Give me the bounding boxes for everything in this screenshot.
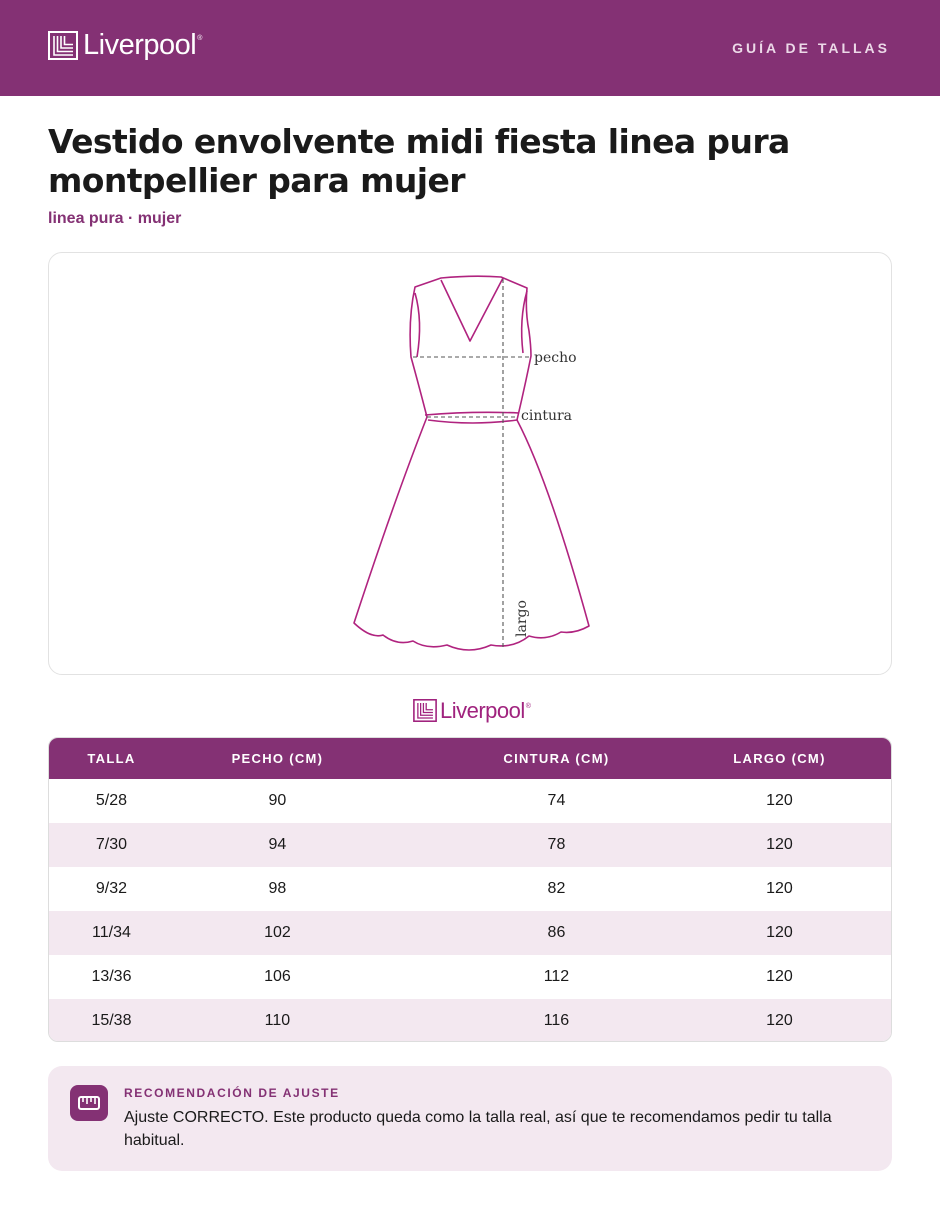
cell-pecho: 106	[264, 968, 291, 985]
cell-largo: 120	[766, 880, 793, 897]
brand-wordmark: Liverpool	[83, 29, 197, 61]
header-largo: LARGO (CM)	[733, 751, 826, 766]
cell-talla: 7/30	[95, 836, 128, 853]
cell-talla: 9/32	[95, 880, 128, 897]
cell-cintura: 74	[547, 792, 566, 809]
neckline	[441, 278, 503, 341]
dress-outline	[354, 276, 589, 650]
chest-label: pecho	[534, 350, 577, 366]
cell-largo: 120	[766, 836, 793, 853]
size-table	[48, 737, 892, 1042]
table-row	[49, 955, 891, 999]
header-talla: TALLA	[87, 751, 136, 766]
table-row	[49, 999, 891, 1042]
cell-pecho: 98	[268, 880, 287, 897]
cell-pecho: 90	[268, 792, 287, 809]
fit-recommendation-card	[48, 1066, 892, 1171]
registered-mark: ®	[197, 35, 203, 42]
ruler-icon	[70, 1085, 108, 1121]
liverpool-logo-icon	[413, 699, 437, 722]
liverpool-logo-icon	[48, 31, 78, 60]
cell-largo: 120	[766, 924, 793, 941]
cell-talla: 11/34	[92, 924, 131, 941]
cell-pecho: 94	[268, 836, 287, 853]
table-registered-mark: ®	[525, 703, 531, 710]
product-title: Vestido envolvente midi fiesta linea pura montpellier para mujer	[48, 122, 790, 200]
measurement-diagram-card	[48, 252, 892, 675]
waistband-top	[425, 412, 519, 415]
table-brand-logo	[413, 699, 531, 722]
cell-pecho: 102	[264, 924, 291, 941]
cell-cintura: 86	[547, 924, 566, 941]
recommendation-text: Ajuste CORRECTO. Este producto queda como la talla real, así que te recomendamos pedir tu talla habitual.	[124, 1109, 832, 1149]
cell-cintura: 78	[547, 836, 566, 853]
product-subtitle: linea pura · mujer	[48, 210, 182, 227]
recommendation-label: RECOMENDACIÓN DE AJUSTE	[124, 1086, 340, 1100]
table-row	[49, 911, 891, 955]
header-pecho: PECHO (CM)	[231, 751, 324, 766]
left-armhole	[415, 293, 420, 357]
top-bar	[0, 0, 940, 96]
cell-pecho: 110	[264, 1012, 291, 1029]
table-brand-wordmark: Liverpool	[440, 697, 525, 723]
page-section-title: GUÍA DE TALLAS	[732, 40, 890, 56]
size-table-header	[49, 738, 891, 779]
table-row	[49, 823, 891, 867]
cell-cintura: 82	[547, 880, 566, 897]
waistband-bottom	[428, 420, 517, 423]
waist-label: cintura	[521, 408, 573, 424]
header-cintura: CINTURA (CM)	[503, 751, 610, 766]
cell-largo: 120	[766, 968, 793, 985]
cell-cintura: 112	[543, 968, 570, 985]
table-row	[49, 779, 891, 823]
dress-measurement-diagram	[49, 253, 893, 676]
cell-largo: 120	[766, 792, 793, 809]
table-row	[49, 867, 891, 911]
brand-logo[interactable]	[48, 31, 202, 60]
cell-largo: 120	[766, 1012, 793, 1029]
cell-talla: 13/36	[91, 968, 132, 985]
length-label: largo	[514, 600, 530, 637]
cell-talla: 5/28	[95, 792, 128, 809]
cell-talla: 15/38	[91, 1012, 132, 1029]
cell-cintura: 116	[543, 1012, 570, 1029]
